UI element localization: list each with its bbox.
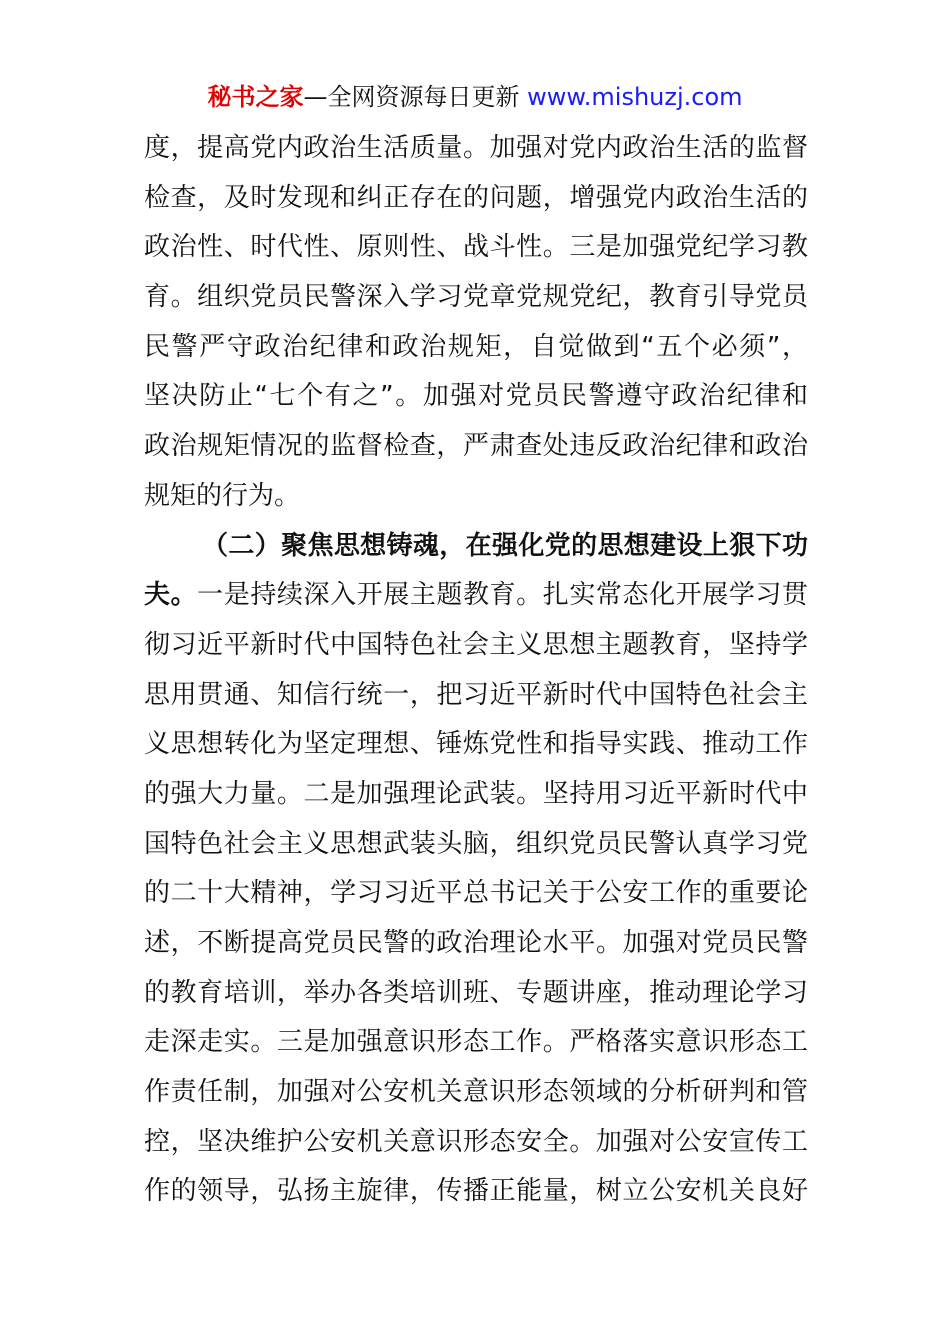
paragraph-line: 的教育培训，举办各类培训班、专题讲座，推动理论学习: [144, 977, 808, 1008]
paragraph-line: 作的领导，弘扬主旋律，传播正能量，树立公安机关良好: [144, 1176, 808, 1207]
paragraph-line: 作责任制，加强对公安机关意识形态领域的分析研判和管: [144, 1077, 808, 1108]
site-url-link[interactable]: www.mishuzj.com: [527, 83, 743, 111]
brand-slogan: —全网资源每日更新: [303, 83, 520, 111]
paragraph-text: 一是持续深入开展主题教育。扎实常态化开展学习贯: [197, 580, 808, 611]
section-heading-end: 夫。: [144, 580, 198, 611]
document-body: [144, 124, 808, 1217]
paragraph-line: 述，不断提高党员民警的政治理论水平。加强对党员民警: [144, 928, 808, 958]
paragraph-line: 控，坚决维护公安机关意识形态安全。加强对公安宣传工: [144, 1126, 808, 1157]
paragraph-line: 彻习近平新时代中国特色社会主义思想主题教育，坚持学: [144, 629, 808, 660]
paragraph-line: 政治规矩情况的监督检查，严肃查处违反政治纪律和政治: [144, 431, 808, 462]
section-heading: （二）聚焦思想铸魂，在强化党的思想建设上狠下功: [202, 530, 808, 561]
paragraph-line: 坚决防止“七个有之”。加强对党员民警遵守政治纪律和: [144, 381, 808, 412]
paragraph-line: 的强大力量。二是加强理论武装。坚持用习近平新时代中: [144, 778, 808, 809]
paragraph-line: 义思想转化为坚定理想、锤炼党性和指导实践、推动工作: [144, 729, 808, 760]
paragraph-line: 规矩的行为。: [144, 480, 301, 511]
paragraph-line: 走深走实。三是加强意识形态工作。严格落实意识形态工: [144, 1027, 808, 1058]
paragraph-line: 度，提高党内政治生活质量。加强对党内政治生活的监督: [144, 133, 808, 163]
paragraph-line: 的二十大精神，学习习近平总书记关于公安工作的重要论: [144, 878, 808, 909]
paragraph-line: 思用贯通、知信行统一，把习近平新时代中国特色社会主: [144, 679, 808, 710]
paragraph-line: 民警严守政治纪律和政治规矩，自觉做到“五个必须”，: [144, 331, 808, 362]
paragraph-line: 政治性、时代性、原则性、战斗性。三是加强党纪学习教: [144, 232, 808, 263]
paragraph-line: 检查，及时发现和纠正存在的问题，增强党内政治生活的: [144, 182, 808, 213]
paragraph-line: 育。组织党员民警深入学习党章党规党纪，教育引导党员: [144, 282, 808, 313]
paragraph-line: 国特色社会主义思想武装头脑，组织党员民警认真学习党: [144, 828, 808, 859]
watermark-header: [0, 80, 950, 114]
paragraph-line: [144, 571, 808, 621]
brand-name: 秘书之家: [207, 83, 304, 111]
